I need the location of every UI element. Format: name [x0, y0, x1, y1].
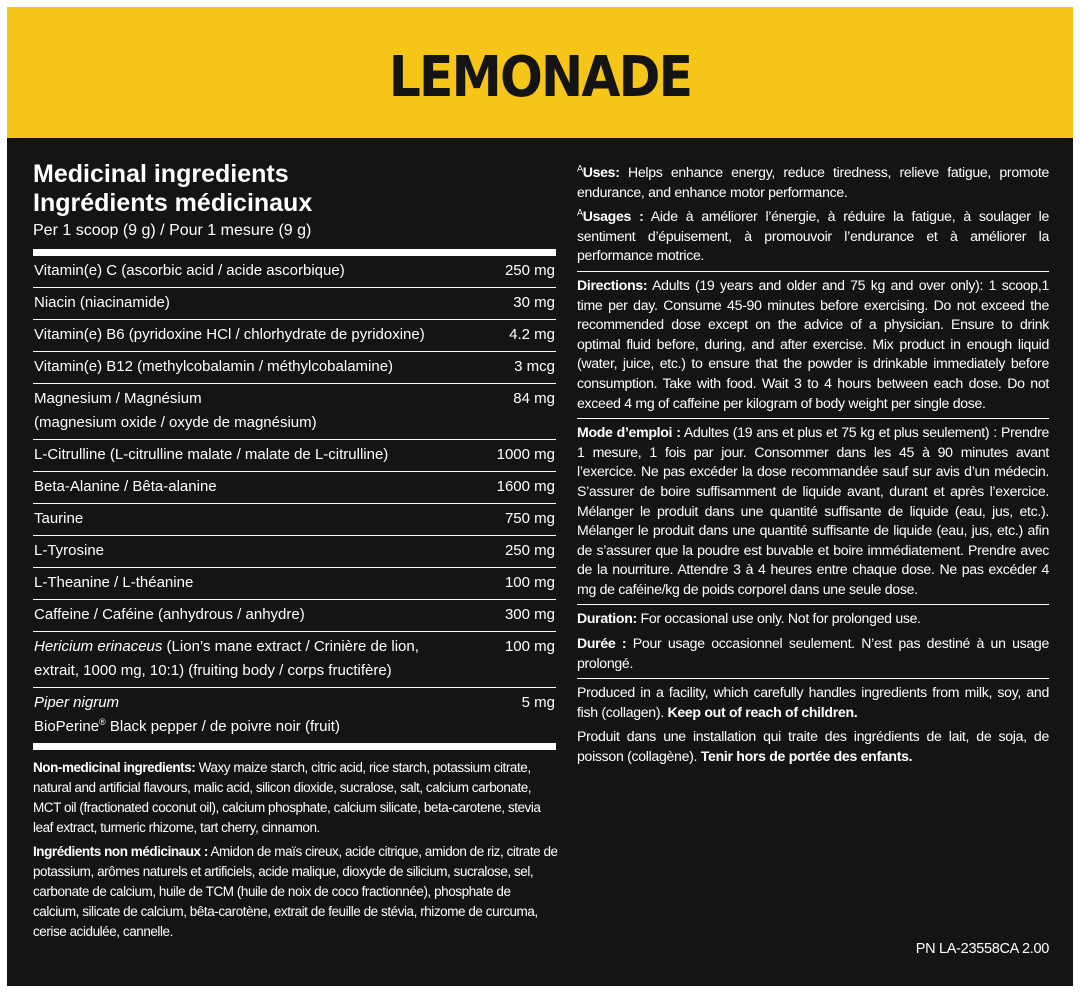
duration-fr: [577, 634, 1049, 673]
ingredient-name: L-Theanine / L-théanine: [34, 574, 194, 591]
ingredient-name-line2: extrait, 1000 mg, 10:1) (fruiting body / corps fructifère): [34, 662, 392, 679]
duree-label: Durée :: [577, 635, 627, 652]
non-medicinal-text-en: Waxy maize starch, citric acid, rice starch, potassium citrate, natural and artificial flavours, malic acid, silicon dioxide, sucralose, salt, calcium carbonate, MCT oil (fractionated coconut oil), calcium phosphate, calcium silicate, beta-carotene, stevia leaf extract, turmeric rhizome, tart cherry, cinnamon.: [33, 760, 541, 835]
usages-label: Usages :: [582, 208, 644, 225]
uses-fr: [577, 207, 1049, 266]
ingredient-latin-name: Piper nigrum: [34, 694, 120, 711]
ingredient-name: Vitamin(e) B12 (methylcobalamin / méthylcobalamine): [34, 358, 394, 375]
ingredient-latin-name: Hericium erinaceus: [34, 638, 163, 655]
ingredient-amount: 250 mg: [504, 262, 555, 279]
allergen-statement-fr: [577, 727, 1049, 766]
uses-label: Uses:: [582, 164, 620, 180]
ingredient-row: [33, 288, 556, 320]
directions-en: [577, 276, 1049, 413]
mode-emploi-text: Adultes (19 ans et plus et 75 kg et plus seulement) : Prendre 1 mesure, 1 fois par jour. Consommer dans les 45 à 90 minutes avant l’exercice. Ne pas excéder la dose recommandée sauf sur avis d’un médecin. S’assurer de boire suffisamment de liquide avant, durant et après l’exercice. Mélanger le produit dans une quantité suffisante de liquide (eau, jus, etc.). Mélanger le produit dans une quantité suffisante de liquide (eau, jus, etc.) afin de s’assurer que la poudre est buvable et boire immédiatement. Prendre avec de la nourriture. Attendre 3 à 4 heures entre chaque dose. Ne pas excéder 4 mg de caféine/kg de poids corporel dans une seule dose.: [577, 424, 1050, 597]
allergen-statement-en: [577, 683, 1049, 722]
ingredient-row: [33, 504, 556, 536]
ingredient-row: [33, 256, 556, 288]
serving-size: Per 1 scoop (9 g) / Pour 1 mesure (9 g): [33, 222, 312, 239]
ingredient-name-line1: Magnesium / Magnésium: [34, 390, 202, 407]
part-number: PN LA-23558CA 2.00: [915, 941, 1049, 957]
usage-directions-panel: [577, 163, 1049, 772]
divider: [577, 271, 1049, 272]
divider: [577, 604, 1049, 605]
uses-text: Helps enhance energy, reduce tiredness, relieve fatigue, promote endurance, and enhance motor performance.: [577, 164, 1049, 200]
flavor-banner: [7, 7, 1073, 138]
ingredient-name-line2: (magnesium oxide / oxyde de magnésium): [34, 414, 317, 431]
duree-text: Pour usage occasionnel seulement. N’est pas destiné à un usage prolongé.: [577, 635, 1049, 671]
child-warning-fr: Tenir hors de portée des enfants.: [700, 748, 913, 765]
child-warning-en: Keep out of reach of children.: [667, 703, 858, 720]
ingredient-name: [34, 387, 317, 435]
usages-footnote-mark: A: [577, 207, 583, 218]
ingredient-amount: 4.2 mg: [509, 326, 555, 343]
ingredient-brand: BioPerine: [34, 718, 100, 735]
ingredient-amount: 1600 mg: [496, 478, 555, 495]
directions-text: Adults (19 years and older and 75 kg and over only): 1 scoop,1 time per day. Consume 45-90 minutes before exercising. Do not exceed the recommended dose except on the advice of a physician. Ensure to drink optimal fluid before, during, and after exercise. Mix product in enough liquid (water, juice, etc.) to ensure that the powder is drinkable immediately before consumption. Take with food. Wait 3 to 4 hours between each dose. Do not exceed 4 mg of caffeine per kilogram of body weight per single dose.: [577, 276, 1049, 411]
ingredient-name: L-Citrulline (L-citrulline malate / malate de L-citrulline): [34, 446, 389, 463]
ingredient-row: [33, 352, 556, 384]
duration-text: For occasional use only. Not for prolonged use.: [636, 610, 921, 627]
directions-label: Directions:: [577, 276, 648, 293]
medicinal-title-en: Medicinal ingredients: [33, 160, 289, 188]
non-medicinal-en: [33, 758, 559, 838]
ingredient-amount: 250 mg: [504, 542, 555, 559]
ingredient-name: [34, 691, 340, 739]
ingredient-name: Niacin (niacinamide): [34, 294, 170, 311]
ingredient-name: [34, 635, 419, 683]
medicinal-ingredients-panel: [33, 160, 556, 750]
ingredient-row: [33, 688, 556, 743]
ingredient-amount: 750 mg: [504, 510, 555, 527]
ingredient-name: Taurine: [34, 510, 84, 527]
ingredient-amount: 300 mg: [504, 606, 555, 623]
uses-en: [577, 163, 1049, 202]
ingredient-name: Caffeine / Caféine (anhydrous / anhydre): [34, 606, 305, 623]
allergen-text-fr: Produit dans une installation qui traite des ingrédients de lait, de soja, de poisson (collagène).: [577, 728, 1049, 765]
ingredient-row: [33, 320, 556, 352]
ingredient-name: Vitamin(e) C (ascorbic acid / acide ascorbique): [34, 262, 345, 279]
ingredient-name-line1: (Lion’s mane extract / Crinière de lion,: [162, 638, 419, 655]
uses-footnote-mark: A: [577, 163, 583, 174]
ingredient-row: [33, 384, 556, 440]
ingredient-amount: 3 mcg: [514, 358, 555, 375]
medicinal-title-fr: Ingrédients médicinaux: [33, 189, 313, 217]
ingredient-amount: 1000 mg: [496, 446, 555, 463]
ingredient-name: Beta-Alanine / Bêta-alanine: [34, 478, 217, 495]
ingredient-row: [33, 600, 556, 632]
ingredient-name: Vitamin(e) B6 (pyridoxine HCl / chlorhydrate de pyridoxine): [34, 326, 425, 343]
divider: [577, 418, 1049, 419]
ingredient-amount: 84 mg: [513, 390, 555, 407]
ingredient-row: [33, 440, 556, 472]
registered-mark: ®: [99, 717, 106, 727]
divider: [577, 678, 1049, 679]
duration-en: [577, 609, 1049, 629]
directions-fr: [577, 423, 1049, 599]
duration-label: Duration:: [577, 610, 637, 627]
non-medicinal-ingredients: [33, 758, 559, 946]
ingredient-name-line2: Black pepper / de poivre noir (fruit): [105, 718, 340, 735]
non-medicinal-label-en: Non-medicinal ingredients:: [33, 760, 196, 775]
ingredient-row: [33, 472, 556, 504]
ingredient-amount: 30 mg: [513, 294, 555, 311]
flavor-title: LEMONADE: [388, 45, 692, 110]
thick-divider: [33, 249, 556, 256]
ingredient-amount: 5 mg: [521, 694, 555, 711]
ingredient-amount: 100 mg: [504, 574, 555, 591]
ingredient-name: L-Tyrosine: [34, 542, 105, 559]
ingredient-row: [33, 632, 556, 688]
thick-divider: [33, 743, 556, 750]
non-medicinal-label-fr: Ingrédients non médicinaux :: [33, 844, 208, 859]
allergen-text-en: Produced in a facility, which carefully handles ingredients from milk, soy, and fish (collagen).: [577, 684, 1049, 720]
non-medicinal-text-fr: Amidon de maïs cireux, acide citrique, amidon de riz, citrate de potassium, arômes naturels et artificiels, acide malique, dioxyde de silicium, sucralose, sel, carbonate de calcium, huile de TCM (huile de noix de coco fractionnée), phosphate de calcium, silicate de calcium, bêta-carotène, extrait de feuille de stévia, rhizome de curcuma, cerise acidulée, cannelle.: [33, 844, 558, 939]
ingredient-row: [33, 536, 556, 568]
mode-emploi-label: Mode d’emploi :: [577, 424, 681, 441]
ingredient-row: [33, 568, 556, 600]
ingredient-amount: 100 mg: [504, 638, 555, 655]
usages-text: Aide à améliorer l’énergie, à réduire la fatigue, à soulager le sentiment d’épuisement, à promouvoir l’endurance et à améliorer la performance motrice.: [577, 208, 1049, 264]
non-medicinal-fr: [33, 842, 559, 942]
